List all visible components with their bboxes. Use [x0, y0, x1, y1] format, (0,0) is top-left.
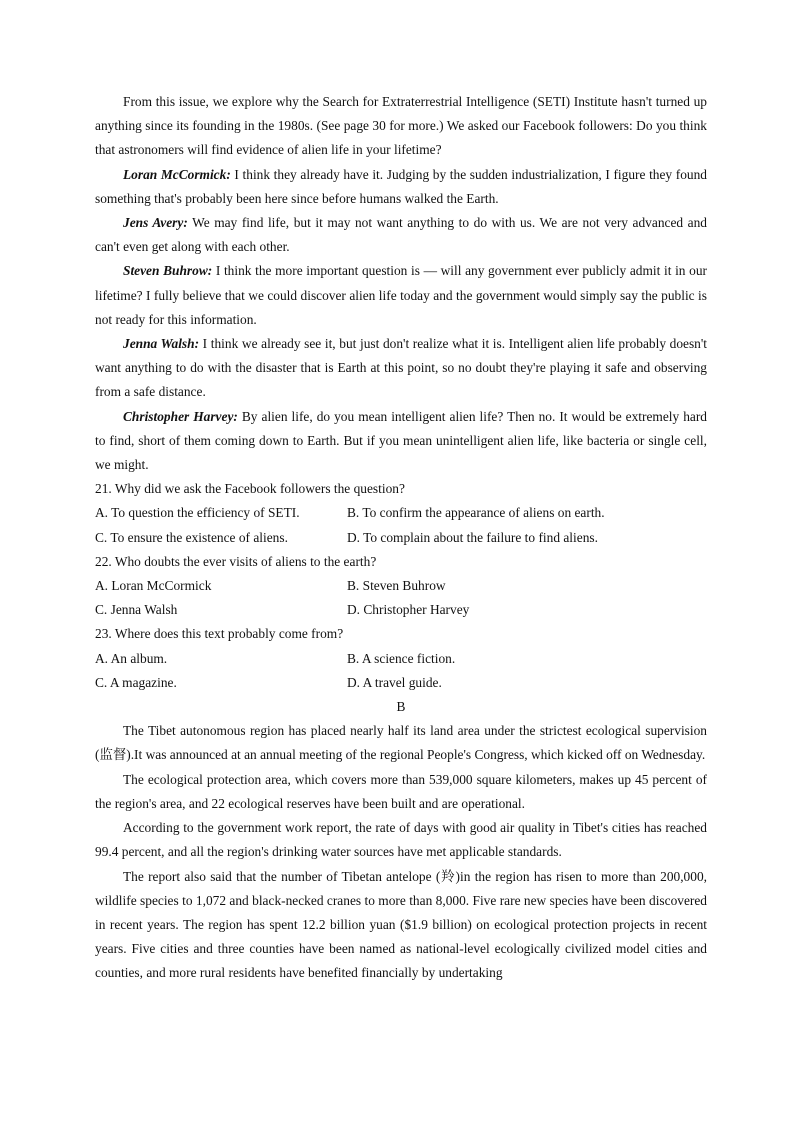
- speaker-name: Jenna Walsh:: [123, 336, 200, 352]
- option-row: [95, 501, 707, 525]
- speaker-name: Jens Avery:: [123, 215, 188, 231]
- response-text: We may find life, but it may not want anything to do with us. We are not very advanced and can't even get along with each other.: [95, 215, 707, 255]
- speaker-name: Loran McCormick:: [123, 166, 231, 182]
- question-stem: 22. Who doubts the ever visits of aliens to the earth?: [95, 553, 377, 569]
- option-row: [95, 647, 707, 671]
- option-b: B. To confirm the appearance of aliens on earth.: [347, 505, 605, 521]
- option-row: [95, 598, 707, 622]
- option-d: D. A travel guide.: [347, 674, 442, 690]
- option-row: [95, 574, 707, 598]
- option-b: B. Steven Buhrow: [347, 578, 446, 594]
- response-paragraph: [95, 332, 707, 405]
- passage-b-paragraph: The Tibet autonomous region has placed nearly half its land area under the strictest ecological supervision (监督).It was announced at an annual meeting of the regional People's Congress, which kicked off on Wednesday.: [95, 723, 707, 763]
- option-a: A. An album.: [95, 650, 168, 666]
- response-paragraph: [95, 163, 707, 211]
- response-paragraph: [95, 211, 707, 259]
- response-text: I think the more important question is — will any government ever publicly admit it in our lifetime? I fully believe that we could discover alien life today and the government would simply say the public is not ready for this information.: [95, 263, 707, 327]
- passage-b-paragraph: The ecological protection area, which covers more than 539,000 square kilometers, makes up 45 percent of the region's area, and 22 ecological reserves have been built and are operational.: [95, 771, 707, 811]
- question-stem: 23. Where does this text probably come from?: [95, 626, 344, 642]
- response-text: I think they already have it. Judging by the sudden industrialization, I figure they found something that's probably been here since before humans walked the Earth.: [95, 166, 707, 206]
- option-a: A. Loran McCormick: [95, 578, 212, 594]
- option-b: B. A science fiction.: [347, 650, 456, 666]
- option-a: A. To question the efficiency of SETI.: [95, 505, 300, 521]
- option-d: D. To complain about the failure to find aliens.: [347, 529, 598, 545]
- response-text: By alien life, do you mean intelligent alien life? Then no. It would be extremely hard to find, short of them coming down to Earth. But if you mean unintelligent alien life, like bacteria or single cell, we might.: [95, 408, 707, 473]
- question-stem: 21. Why did we ask the Facebook followers the question?: [95, 481, 405, 497]
- passage-b-paragraph: According to the government work report, the rate of days with good air quality in Tibet's cities has reached 99.4 percent, and all the region's drinking water sources have met applicable standards.: [95, 820, 707, 860]
- section-heading: B: [396, 699, 406, 715]
- option-c: C. To ensure the existence of aliens.: [95, 529, 288, 545]
- option-c: C. Jenna Walsh: [95, 602, 178, 618]
- passage-b-paragraph: The report also said that the number of Tibetan antelope (羚)in the region has risen to more than 200,000, wildlife species to 1,072 and black-necked cranes to more than 8,000. Five rare new species have been discovered in recent years. The region has spent 12.2 billion yuan ($1.9 billion) on ecological protection projects in recent years. Five cities and three counties have been named as national-level ecologically civilized model cities and counties, and more rural residents have benefited financially by undertaking: [95, 868, 707, 981]
- passage-a-intro: From this issue, we explore why the Search for Extraterrestrial Intelligence (SETI) Institute hasn't turned up anything since its founding in the 1980s. (See page 30 for more.) We asked our Facebook followers: Do you think that astronomers will find evidence of alien life in your lifetime?: [95, 94, 707, 158]
- page-content: [95, 90, 707, 986]
- speaker-name: Steven Buhrow:: [123, 263, 213, 279]
- option-row: [95, 526, 707, 550]
- response-text: I think we already see it, but just don't realize what it is. Intelligent alien life probably doesn't want anything to do with the disaster that is Earth at this point, so no doubt they're playing it safe and observing from a safe distance.: [95, 336, 708, 400]
- option-row: [95, 671, 707, 695]
- option-c: C. A magazine.: [95, 674, 177, 690]
- response-paragraph: [95, 259, 707, 332]
- speaker-name: Christopher Harvey:: [123, 408, 238, 424]
- response-paragraph: [95, 405, 707, 478]
- option-d: D. Christopher Harvey: [347, 602, 470, 618]
